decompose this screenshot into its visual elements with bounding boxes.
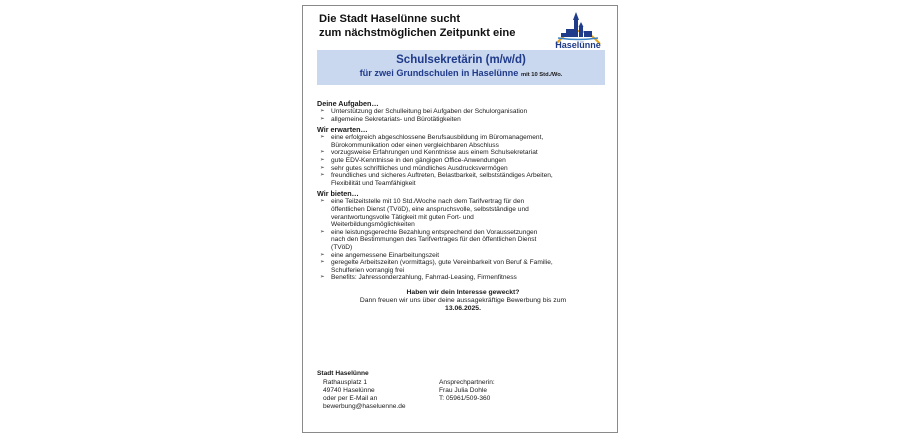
list-item-line: Flexibilität und Teamfähigkeit xyxy=(331,179,416,187)
section-title: Deine Aufgaben… xyxy=(317,99,379,108)
address-line: 49740 Haselünne xyxy=(323,387,375,394)
bullet-arrow-icon: ➢ xyxy=(320,259,325,266)
job-hours: mit 10 Std./Wo. xyxy=(520,72,563,78)
list-item-line: eine Teilzeitstelle mit 10 Std./Woche nach dem Tarifvertrag für den xyxy=(331,198,525,206)
list-item xyxy=(317,134,609,149)
bullet-list xyxy=(317,108,609,123)
list-item xyxy=(317,108,609,116)
bullet-arrow-icon: ➢ xyxy=(320,274,325,281)
bullet-arrow-icon: ➢ xyxy=(320,198,325,205)
list-item-line: Benefits: Jahressonderzahlung, Fahrrad-Leasing, Firmenfitness xyxy=(331,274,517,282)
logo-name: Haselünne xyxy=(555,40,601,50)
job-ad-card xyxy=(302,5,618,433)
contact-person-label: Ansprechpartnerin: xyxy=(439,379,495,386)
call-to-action xyxy=(317,289,609,313)
list-item-line: Bürokommunikation oder einen vergleichbaren Abschluss xyxy=(331,141,499,149)
contact-block xyxy=(317,370,609,410)
bullet-arrow-icon: ➢ xyxy=(320,172,325,179)
headline-line-1: Die Stadt Haselünne sucht xyxy=(319,13,461,25)
bullet-arrow-icon: ➢ xyxy=(320,134,325,141)
list-item-line: gute EDV-Kenntnisse in den gängigen Office-Anwendungen xyxy=(331,156,506,164)
list-item-line: eine leistungsgerechte Bezahlung entsprechend den Voraussetzungen xyxy=(331,228,538,236)
list-item-line: öffentlichen Dienst (TVöD), eine anspruchsvolle, selbstständige und xyxy=(331,205,529,213)
cta-text: Dann freuen wir uns über deine aussagekräftige Bewerbung bis zum xyxy=(359,296,567,304)
bullet-list xyxy=(317,198,609,282)
section-title: Wir bieten… xyxy=(317,189,359,199)
headline xyxy=(319,13,515,40)
list-item xyxy=(317,116,609,124)
list-item xyxy=(317,274,609,282)
list-item xyxy=(317,149,609,157)
list-item-line: eine angemessene Einarbeitungszeit xyxy=(331,251,440,259)
bullet-list xyxy=(317,134,609,187)
list-item-line: Weiterbildungsmöglichkeiten xyxy=(331,221,415,229)
address-line: oder per E-Mail an xyxy=(323,395,378,402)
email-link[interactable]: bewerbung@haseluenne.de xyxy=(323,403,406,410)
contact-org: Stadt Haselünne xyxy=(317,370,369,377)
job-title: Schulsekretärin (m/w/d) xyxy=(396,54,526,66)
bullet-arrow-icon: ➢ xyxy=(320,228,325,235)
contact-address xyxy=(323,379,406,411)
list-item-line: sehr gutes schriftliches und mündliches Ausdrucksvermögen xyxy=(331,164,508,172)
list-item xyxy=(317,172,609,187)
bullet-arrow-icon: ➢ xyxy=(320,251,325,258)
list-item-line: eine erfolgreich abgeschlossene Berufsausbildung im Büromanagement, xyxy=(331,134,544,142)
bullet-arrow-icon: ➢ xyxy=(320,149,325,156)
bullet-arrow-icon: ➢ xyxy=(320,108,325,114)
list-item-line: vorzugsweise Erfahrungen und Kenntnisse aus einem Schulsekretariat xyxy=(331,149,538,157)
bullet-arrow-icon: ➢ xyxy=(320,156,325,163)
list-item-line: Unterstützung der Schulleitung bei Aufgaben der Schulorganisation xyxy=(331,108,528,115)
list-item-line: verantwortungsvolle Tätigkeit mit guten Fort- und xyxy=(331,213,474,221)
list-item xyxy=(317,252,609,260)
contact-person-name: Frau Julia Dohle xyxy=(439,387,488,394)
list-item-line: freundliches und sicheres Auftreten, Belastbarkeit, selbstständiges Arbeiten, xyxy=(331,172,553,180)
bullet-arrow-icon: ➢ xyxy=(320,164,325,171)
job-subtitle-text: für zwei Grundschulen in Haselünne xyxy=(359,68,519,78)
list-item xyxy=(317,259,609,274)
contact-person xyxy=(439,379,495,403)
section-title: Wir erwarten… xyxy=(317,125,368,135)
headline-line-2: zum nächstmöglichen Zeitpunkt eine xyxy=(319,26,516,39)
job-title-banner xyxy=(317,50,605,85)
list-item xyxy=(317,157,609,165)
list-item xyxy=(317,229,609,252)
cta-deadline: 13.06.2025. xyxy=(445,304,481,312)
list-item-line: allgemeine Sekretariats- und Bürotätigkeiten xyxy=(331,115,461,123)
list-item-line: geregelte Arbeitszeiten (vormittags), gute Vereinbarkeit von Beruf & Familie, xyxy=(331,259,553,267)
list-item-line: Schulferien vorrangig frei xyxy=(331,266,405,274)
contact-phone[interactable]: T: 05961/509-360 xyxy=(439,395,491,402)
job-subtitle xyxy=(317,67,605,82)
address-line: Rathausplatz 1 xyxy=(323,379,367,386)
list-item-line: nach den Bestimmungen des Tarifvertrages für den öffentlichen Dienst xyxy=(331,236,537,244)
list-item-line: (TVöD) xyxy=(331,243,353,251)
list-item xyxy=(317,198,609,228)
bullet-arrow-icon: ➢ xyxy=(320,115,325,122)
sections xyxy=(317,97,609,313)
list-item xyxy=(317,165,609,173)
cta-question: Haben wir dein Interesse geweckt? xyxy=(406,288,520,296)
